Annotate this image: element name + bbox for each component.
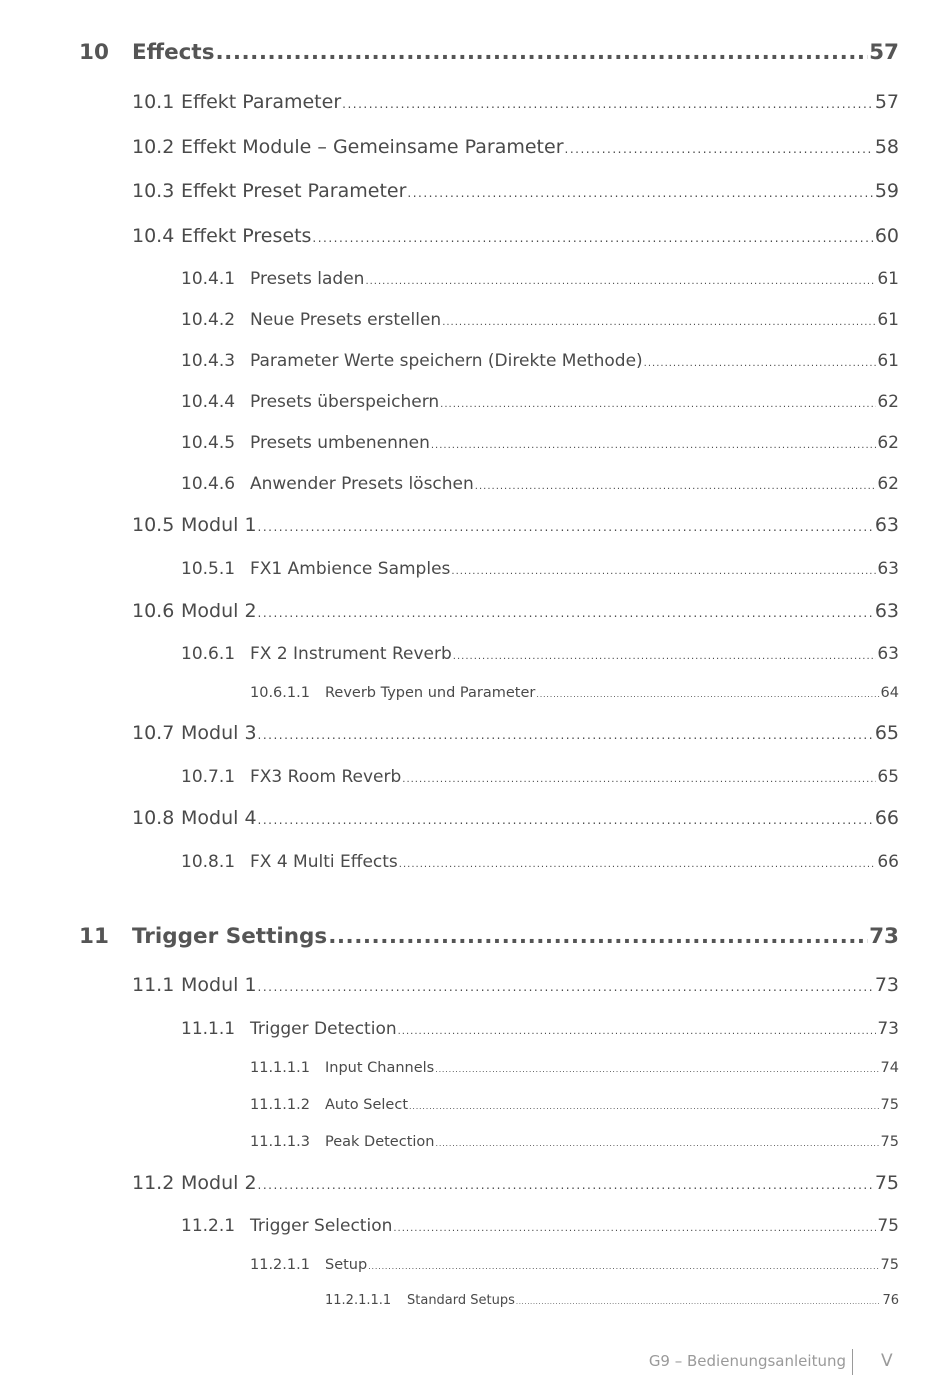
footer-divider [852, 1349, 853, 1375]
toc-entry-11-1-1[interactable] [181, 1019, 899, 1039]
page-footer [0, 1349, 950, 1377]
toc-entry-number: 10.4.3 [181, 351, 236, 371]
toc-entry-page: 74 [880, 1060, 899, 1076]
toc-entry-number: 10.5.1 [181, 559, 236, 579]
dot-leader [440, 399, 876, 410]
toc-entry-number: 10.8.1 [181, 852, 236, 872]
toc-entry-10-6[interactable] [132, 600, 899, 622]
toc-entry-page: 59 [874, 180, 899, 202]
dot-leader [342, 97, 874, 111]
dot-leader [258, 1178, 874, 1192]
dot-leader [402, 774, 876, 785]
toc-entry-page: 61 [877, 310, 899, 330]
toc-entry-page: 60 [874, 225, 899, 247]
toc-entry-page: 75 [880, 1257, 899, 1273]
toc-entry-page: 73 [874, 974, 899, 996]
toc-entry-title: Presets überspeichern [250, 392, 440, 412]
toc-entry-10-1[interactable] [132, 91, 899, 113]
toc-entry-page: 58 [874, 136, 899, 158]
toc-entry-10-7[interactable] [132, 722, 899, 744]
toc-entry-number: 10.6 [132, 600, 175, 622]
toc-entry-number: 11.1.1.3 [250, 1134, 310, 1150]
dot-leader [258, 520, 874, 534]
toc-entry-page: 57 [869, 40, 899, 65]
toc-entry-title: FX 2 Instrument Reverb [250, 644, 452, 664]
dot-leader [435, 1065, 879, 1074]
toc-entry-title: Presets umbenennen [250, 433, 430, 453]
toc-entry-number: 10.7.1 [181, 767, 236, 787]
toc-entry-page: 75 [880, 1097, 899, 1113]
toc-entry-10-4-2[interactable] [181, 310, 899, 330]
toc-entry-number: 10.6.1.1 [250, 685, 310, 701]
dot-leader [409, 1102, 880, 1111]
toc-entry-title: FX 4 Multi Effects [250, 852, 398, 872]
toc-entry-page: 65 [874, 722, 899, 744]
toc-entry-title: Modul 3 [181, 722, 257, 744]
toc-entry-page: 63 [877, 559, 899, 579]
toc-entry-page: 62 [877, 474, 899, 494]
toc-entry-title: Anwender Presets löschen [250, 474, 474, 494]
dot-leader [516, 1298, 882, 1306]
toc-entry-10-5[interactable] [132, 514, 899, 536]
toc-entry-page: 62 [877, 392, 899, 412]
toc-entry-title: Presets laden [250, 269, 365, 289]
dot-leader [258, 813, 874, 827]
toc-entry-page: 75 [874, 1172, 899, 1194]
dot-leader [368, 1262, 879, 1271]
toc-entry-title: Modul 1 [181, 974, 257, 996]
dot-leader [393, 1223, 876, 1234]
dot-leader [216, 40, 869, 65]
toc-entry-11-2-1-1-1[interactable] [325, 1293, 899, 1308]
toc-entry-number: 11.2.1 [181, 1216, 236, 1236]
toc-entry-number: 11.2.1.1 [250, 1257, 310, 1273]
toc-entry-10-4[interactable] [132, 225, 899, 247]
toc-entry-number: 10.4 [132, 225, 175, 247]
toc-entry-number: 10.2 [132, 136, 175, 158]
dot-leader [312, 231, 873, 245]
toc-entry-number: 10.6.1 [181, 644, 236, 664]
toc-entry-number: 10.4.6 [181, 474, 236, 494]
toc-entry-page: 76 [882, 1293, 899, 1308]
toc-entry-title: Effekt Module – Gemeinsame Parameter [181, 136, 564, 158]
toc-entry-page: 63 [874, 600, 899, 622]
dot-leader [644, 358, 877, 369]
toc-entry-page: 61 [877, 351, 899, 371]
toc-entry-11-1-1-1[interactable] [250, 1060, 899, 1076]
dot-leader [435, 1139, 879, 1148]
toc-entry-10-5-1[interactable] [181, 559, 899, 579]
toc-entry-title: Neue Presets erstellen [250, 310, 442, 330]
toc-entry-page: 65 [877, 767, 899, 787]
toc-entry-number: 10.1 [132, 91, 175, 113]
dot-leader [536, 690, 879, 699]
toc-entry-title: FX3 Room Reverb [250, 767, 402, 787]
toc-entry-title: Trigger Detection [250, 1019, 397, 1039]
toc-entry-title: Effekt Parameter [181, 91, 342, 113]
toc-entry-number: 11 [79, 924, 109, 949]
dot-leader [431, 440, 876, 451]
toc-entry-number: 10.5 [132, 514, 175, 536]
dot-leader [451, 566, 876, 577]
toc-entry-11-2[interactable] [132, 1172, 899, 1194]
toc-entry-title: Modul 2 [181, 1172, 257, 1194]
toc-entry-number: 10.4.1 [181, 269, 236, 289]
toc-entry-10-4-3[interactable] [181, 351, 899, 371]
dot-leader [453, 651, 877, 662]
toc-entry-page: 73 [869, 924, 899, 949]
toc-entry-10-7-1[interactable] [181, 767, 899, 787]
toc-entry-page: 75 [880, 1134, 899, 1150]
toc-entry-10-2[interactable] [132, 136, 899, 158]
toc-entry-title: Auto Select [325, 1097, 409, 1113]
toc-entry-10-6-1-1[interactable] [250, 685, 899, 701]
toc-entry-title: Input Channels [325, 1060, 435, 1076]
toc-entry-number: 11.2 [132, 1172, 175, 1194]
toc-entry-title: Trigger Settings [132, 924, 328, 949]
toc-entry-10[interactable] [79, 40, 899, 65]
dot-leader [258, 606, 874, 620]
toc-entry-page: 63 [877, 644, 899, 664]
toc-entry-page: 63 [874, 514, 899, 536]
dot-leader [407, 186, 873, 200]
dot-leader [398, 1026, 877, 1037]
toc-entry-number: 10.3 [132, 180, 175, 202]
toc-entry-title: Trigger Selection [250, 1216, 393, 1236]
toc-entry-11-1-1-3[interactable] [250, 1134, 899, 1150]
toc-entry-title: Modul 2 [181, 600, 257, 622]
toc-entry-11-1-1-2[interactable] [250, 1097, 899, 1113]
toc-entry-title: Modul 4 [181, 807, 257, 829]
toc-entry-10-4-4[interactable] [181, 392, 899, 412]
dot-leader [258, 980, 874, 994]
toc-entry-title: Reverb Typen und Parameter [325, 685, 536, 701]
toc-entry-10-4-5[interactable] [181, 433, 899, 453]
toc-entry-number: 10.4.5 [181, 433, 236, 453]
toc-entry-number: 10.4.4 [181, 392, 236, 412]
toc-entry-number: 10 [79, 40, 109, 65]
toc-entry-page: 61 [877, 269, 899, 289]
toc-entry-number: 10.7 [132, 722, 175, 744]
toc-entry-title: Parameter Werte speichern (Direkte Methode) [250, 351, 643, 371]
toc-entry-10-4-1[interactable] [181, 269, 899, 289]
toc-entry-number: 11.1.1 [181, 1019, 236, 1039]
toc-entry-10-8-1[interactable] [181, 852, 899, 872]
toc-entry-number: 11.1 [132, 974, 175, 996]
toc-entry-title: Setup [325, 1257, 368, 1273]
dot-leader [365, 276, 876, 287]
toc-entry-number: 11.1.1.1 [250, 1060, 310, 1076]
toc-entry-title: Standard Setups [407, 1293, 515, 1308]
toc-entry-page: 62 [877, 433, 899, 453]
dot-leader [442, 317, 876, 328]
toc-entry-title: Peak Detection [325, 1134, 435, 1150]
toc-entry-number: 11.2.1.1.1 [325, 1293, 392, 1308]
dot-leader [565, 142, 874, 156]
dot-leader [475, 481, 877, 492]
toc-entry-page: 66 [874, 807, 899, 829]
toc-entry-11-2-1-1[interactable] [250, 1257, 899, 1273]
manual-title: G9 – Bedienungsanleitung [648, 1352, 846, 1370]
toc-entry-10-4-6[interactable] [181, 474, 899, 494]
toc-entry-11-1[interactable] [132, 974, 899, 996]
toc-entry-10-3[interactable] [132, 180, 899, 202]
toc-entry-title: Effekt Preset Parameter [181, 180, 407, 202]
toc-entry-11-2-1[interactable] [181, 1216, 899, 1236]
toc-entry-number: 11.1.1.2 [250, 1097, 310, 1113]
toc-entry-number: 10.8 [132, 807, 175, 829]
toc-entry-page: 57 [874, 91, 899, 113]
dot-leader [399, 859, 877, 870]
toc-entry-10-6-1[interactable] [181, 644, 899, 664]
toc-entry-page: 75 [877, 1216, 899, 1236]
toc-entry-title: Modul 1 [181, 514, 257, 536]
toc-entry-title: Effects [132, 40, 215, 65]
toc-entry-title: Effekt Presets [181, 225, 312, 247]
toc-entry-page: 64 [880, 685, 899, 701]
toc-entry-title: FX1 Ambience Samples [250, 559, 451, 579]
dot-leader [328, 924, 868, 949]
toc-entry-number: 10.4.2 [181, 310, 236, 330]
page-number: V [881, 1351, 893, 1371]
toc-entry-10-8[interactable] [132, 807, 899, 829]
toc-entry-page: 73 [877, 1019, 899, 1039]
dot-leader [258, 728, 874, 742]
toc-entry-11[interactable] [79, 924, 899, 949]
toc-entry-page: 66 [877, 852, 899, 872]
